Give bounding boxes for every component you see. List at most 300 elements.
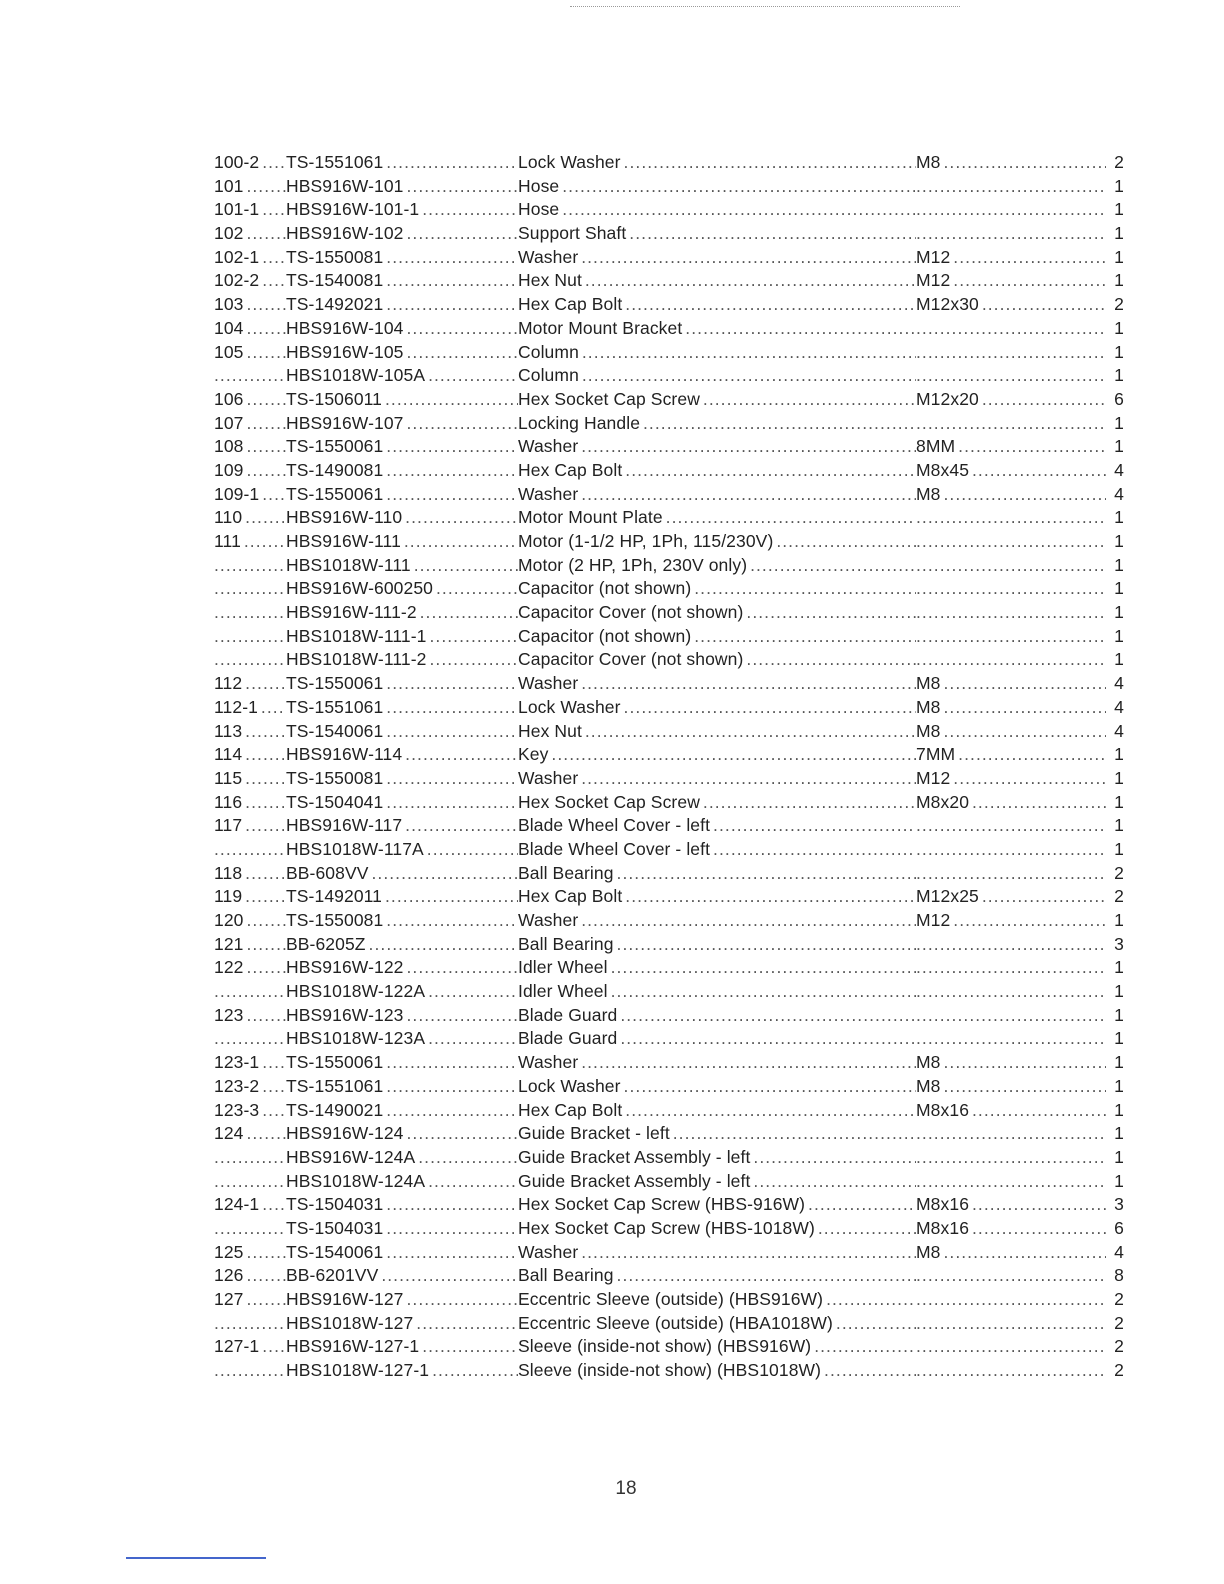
part-size: M8 . . . (916, 1076, 1106, 1097)
parts-row (214, 199, 1124, 223)
part-number: HBS916W-105 . . . (286, 342, 518, 363)
part-size (916, 957, 1106, 978)
part-quantity: 1 (1114, 1004, 1124, 1025)
ref-number: 112 . . . (214, 673, 286, 694)
parts-row (214, 1076, 1124, 1100)
parts-row (214, 1028, 1124, 1052)
part-quantity: 2 (1114, 1336, 1124, 1357)
part-description: Idler Wheel . . . (518, 957, 916, 978)
parts-row (214, 721, 1124, 745)
part-size (916, 863, 1106, 884)
part-quantity: 2 (1114, 886, 1124, 907)
part-size (916, 1123, 1106, 1144)
part-description: Blade Wheel Cover - left . . . (518, 839, 916, 860)
parts-row (214, 744, 1124, 768)
part-description: Lock Washer . . . (518, 697, 916, 718)
part-number: TS-1504031 . . . (286, 1194, 518, 1215)
ref-number: 127-1 . . . (214, 1336, 286, 1357)
part-quantity: 1 (1114, 602, 1124, 623)
part-size (916, 1147, 1106, 1168)
part-size (916, 176, 1106, 197)
part-size: M12 . . . (916, 768, 1106, 789)
part-size (916, 1171, 1106, 1192)
ref-number (214, 839, 286, 860)
part-description: Sleeve (inside-not show) (HBS916W) . . . (518, 1336, 916, 1357)
ref-number: 101 . . . (214, 176, 286, 197)
part-description: Ball Bearing . . . (518, 934, 916, 955)
part-size (916, 342, 1106, 363)
ref-number: 115 . . . (214, 768, 286, 789)
part-quantity: 2 (1114, 1289, 1124, 1309)
part-description: Motor (2 HP, 1Ph, 230V only) . . . (518, 555, 916, 576)
part-number: BB-6205Z . . . (286, 934, 518, 955)
part-size: M8 . . . (916, 1242, 1106, 1263)
part-description: Washer . . . (518, 436, 916, 457)
part-number: HBS916W-104 . . . (286, 318, 518, 339)
scan-artifact-line (570, 6, 960, 7)
part-size: M12x20 . . . (916, 389, 1106, 410)
part-quantity: 1 (1114, 1075, 1124, 1096)
part-quantity: 2 (1114, 152, 1124, 172)
part-quantity: 4 (1114, 459, 1124, 480)
part-number: HBS916W-111-2 . . . (286, 602, 518, 623)
parts-row (214, 1218, 1124, 1242)
part-number: HBS916W-107 . . . (286, 413, 518, 434)
ref-number (214, 1360, 286, 1381)
part-size (916, 199, 1106, 220)
part-description: Locking Handle . . . (518, 413, 916, 434)
part-size: 7MM . . . (916, 744, 1106, 765)
parts-row (214, 1123, 1124, 1147)
part-size (916, 815, 1106, 836)
ref-number: 107 . . . (214, 413, 286, 434)
part-size (916, 413, 1106, 434)
parts-row (214, 1360, 1124, 1384)
part-description: Capacitor (not shown) . . . (518, 578, 916, 599)
parts-row (214, 957, 1124, 981)
ref-number: 111 . . . (214, 531, 286, 552)
part-description: Hex Cap Bolt . . . (518, 1100, 916, 1121)
part-number: TS-1550081 . . . (286, 768, 518, 789)
parts-row (214, 1147, 1124, 1171)
parts-row (214, 602, 1124, 626)
part-quantity: 2 (1114, 1360, 1124, 1381)
ref-number (214, 1028, 286, 1049)
part-description: Guide Bracket Assembly - left . . . (518, 1147, 916, 1168)
part-quantity: 1 (1114, 815, 1124, 836)
ref-number: 123 . . . (214, 1005, 286, 1026)
part-description: Idler Wheel . . . (518, 981, 916, 1002)
page-number: 18 (615, 1478, 637, 1499)
part-size (916, 981, 1106, 1002)
parts-row (214, 1005, 1124, 1029)
parts-row (214, 1194, 1124, 1218)
parts-row (214, 768, 1124, 792)
part-description: Washer . . . (518, 247, 916, 268)
part-description: Washer . . . (518, 1242, 916, 1263)
part-number: TS-1540081 . . . (286, 270, 518, 291)
parts-row (214, 270, 1124, 294)
ref-number: 126 . . . (214, 1265, 286, 1286)
part-size (916, 578, 1106, 599)
part-size: M8 . . . (916, 673, 1106, 694)
part-quantity: 4 (1114, 1241, 1124, 1262)
part-number: TS-1504041 . . . (286, 792, 518, 813)
part-number: TS-1492021 . . . (286, 294, 518, 315)
ref-number: 105 . . . (214, 342, 286, 363)
ref-number: 109-1 . . . (214, 484, 286, 505)
ref-number: 102 . . . (214, 223, 286, 244)
part-number: HBS1018W-123A . . . (286, 1028, 518, 1049)
ref-number: 124-1 . . . (214, 1194, 286, 1215)
part-number: HBS916W-110 . . . (286, 507, 518, 528)
ref-number: 100-2 . . . (214, 152, 286, 173)
part-description: Hex Cap Bolt . . . (518, 886, 916, 907)
part-number: HBS916W-127 . . . (286, 1289, 518, 1310)
part-number: TS-1550061 . . . (286, 484, 518, 505)
ref-number: 108 . . . (214, 436, 286, 457)
part-quantity: 1 (1114, 1123, 1124, 1144)
ref-number: 119 . . . (214, 886, 286, 907)
parts-row (214, 365, 1124, 389)
ref-number (214, 1147, 286, 1168)
part-number: TS-1550061 . . . (286, 436, 518, 457)
part-size (916, 1028, 1106, 1049)
part-description: Sleeve (inside-not show) (HBS1018W) . . . (518, 1360, 916, 1381)
ref-number (214, 649, 286, 670)
part-description: Motor (1-1/2 HP, 1Ph, 115/230V) . . . (518, 531, 916, 552)
part-number: HBS1018W-111 . . . (286, 555, 518, 576)
part-number: HBS916W-101-1 . . . (286, 199, 518, 220)
parts-row (214, 839, 1124, 863)
part-quantity: 1 (1114, 767, 1124, 788)
part-number: TS-1506011 . . . (286, 389, 518, 410)
part-description: Blade Guard . . . (518, 1028, 916, 1049)
part-size: M12x30 . . . (916, 294, 1106, 315)
part-number: HBS1018W-105A . . . (286, 365, 518, 386)
part-size: M8 . . . (916, 1052, 1106, 1073)
part-size (916, 649, 1106, 670)
part-number: HBS916W-600250 . . . (286, 578, 518, 599)
part-number: TS-1550081 . . . (286, 910, 518, 931)
part-quantity: 1 (1114, 910, 1124, 930)
part-description: Motor Mount Bracket . . . (518, 318, 916, 339)
part-size (916, 1265, 1106, 1286)
part-number: HBS916W-111 . . . (286, 531, 518, 552)
parts-row (214, 934, 1124, 958)
part-size: M12 . . . (916, 247, 1106, 268)
ref-number: 103 . . . (214, 294, 286, 315)
part-number: TS-1540061 . . . (286, 1242, 518, 1263)
ref-number: 123-2 . . . (214, 1076, 286, 1097)
part-description: Guide Bracket - left . . . (518, 1123, 916, 1144)
part-description: Capacitor (not shown) . . . (518, 626, 916, 647)
part-size: 8MM . . . (916, 436, 1106, 457)
parts-row (214, 1171, 1124, 1195)
ref-number: 122 . . . (214, 957, 286, 978)
ref-number (214, 981, 286, 1002)
part-quantity: 1 (1114, 1146, 1124, 1167)
part-size (916, 365, 1106, 386)
ref-number (214, 365, 286, 386)
part-number: HBS1018W-124A . . . (286, 1171, 518, 1192)
parts-row (214, 484, 1124, 508)
ref-number: 118 . . . (214, 863, 286, 884)
part-size (916, 555, 1106, 576)
part-number: TS-1492011 . . . (286, 886, 518, 907)
part-description: Hex Socket Cap Screw (HBS-916W) . . . (518, 1194, 916, 1215)
part-quantity: 1 (1114, 981, 1124, 1002)
part-description: Motor Mount Plate . . . (518, 507, 916, 528)
part-description: Capacitor Cover (not shown) . . . (518, 602, 916, 623)
parts-list (214, 152, 1124, 1384)
parts-row (214, 294, 1124, 318)
part-number: HBS916W-122 . . . (286, 957, 518, 978)
parts-row (214, 223, 1124, 247)
parts-row (214, 1289, 1124, 1313)
parts-row (214, 1100, 1124, 1124)
parts-row (214, 318, 1124, 342)
parts-row (214, 1242, 1124, 1266)
parts-row (214, 578, 1124, 602)
part-description: Hex Cap Bolt . . . (518, 460, 916, 481)
ref-number: 127 . . . (214, 1289, 286, 1310)
part-size (916, 839, 1106, 860)
part-number: TS-1490021 . . . (286, 1100, 518, 1121)
parts-row (214, 413, 1124, 437)
part-size: M12x25 . . . (916, 886, 1106, 907)
part-size (916, 318, 1106, 339)
part-size: M8x20 . . . (916, 792, 1106, 813)
parts-row (214, 152, 1124, 176)
part-quantity: 1 (1114, 365, 1124, 386)
ref-number: 125 . . . (214, 1242, 286, 1263)
part-quantity: 1 (1114, 270, 1124, 291)
part-description: Blade Guard . . . (518, 1005, 916, 1026)
ref-number: 121 . . . (214, 934, 286, 955)
ref-number (214, 626, 286, 647)
ref-number: 109 . . . (214, 460, 286, 481)
part-quantity: 4 (1114, 483, 1124, 504)
part-quantity: 1 (1114, 838, 1124, 859)
part-number: TS-1550081 . . . (286, 247, 518, 268)
part-quantity: 1 (1114, 1170, 1124, 1191)
part-quantity: 1 (1114, 436, 1124, 457)
part-quantity: 1 (1114, 175, 1124, 196)
ref-number: 102-1 . . . (214, 247, 286, 268)
part-number: HBS916W-117 . . . (286, 815, 518, 836)
ref-number: 102-2 . . . (214, 270, 286, 291)
parts-row (214, 815, 1124, 839)
part-quantity: 1 (1114, 554, 1124, 575)
part-description: Ball Bearing . . . (518, 863, 916, 884)
parts-row (214, 886, 1124, 910)
part-size: M8 . . . (916, 152, 1106, 173)
part-number: BB-6201VV . . . (286, 1265, 518, 1286)
part-number: HBS1018W-127-1 . . . (286, 1360, 518, 1381)
part-number: TS-1550061 . . . (286, 673, 518, 694)
part-number: HBS916W-114 . . . (286, 744, 518, 765)
ref-number: 120 . . . (214, 910, 286, 931)
parts-row (214, 673, 1124, 697)
parts-row (214, 626, 1124, 650)
part-size: M8x16 . . . (916, 1218, 1106, 1239)
parts-row (214, 649, 1124, 673)
part-quantity: 2 (1114, 862, 1124, 883)
part-number: HBS916W-127-1 . . . (286, 1336, 518, 1357)
part-number: TS-1540061 . . . (286, 721, 518, 742)
ref-number (214, 1218, 286, 1239)
part-number: TS-1551061 . . . (286, 697, 518, 718)
part-quantity: 1 (1114, 791, 1124, 812)
part-number: HBS1018W-127 . . . (286, 1313, 518, 1334)
part-quantity: 1 (1114, 317, 1124, 338)
parts-row (214, 389, 1124, 413)
part-description: Column . . . (518, 342, 916, 363)
part-number: HBS1018W-111-2 . . . (286, 649, 518, 670)
part-quantity: 1 (1114, 412, 1124, 433)
part-number: HBS1018W-122A . . . (286, 981, 518, 1002)
part-quantity: 2 (1114, 1312, 1124, 1333)
ref-number: 113 . . . (214, 721, 286, 742)
part-size: M8x16 . . . (916, 1194, 1106, 1215)
part-description: Washer . . . (518, 1052, 916, 1073)
parts-row (214, 863, 1124, 887)
part-quantity: 1 (1114, 744, 1124, 765)
parts-row (214, 342, 1124, 366)
part-number: TS-1551061 . . . (286, 152, 518, 173)
part-number: TS-1490081 . . . (286, 460, 518, 481)
part-size: M8 . . . (916, 697, 1106, 718)
ref-number: 112-1 . . . (214, 697, 286, 718)
part-number: HBS916W-124 . . . (286, 1123, 518, 1144)
part-quantity: 1 (1114, 199, 1124, 220)
part-size: M12 . . . (916, 910, 1106, 931)
part-quantity: 6 (1114, 1217, 1124, 1238)
part-quantity: 1 (1114, 625, 1124, 646)
parts-row (214, 1052, 1124, 1076)
part-size (916, 1005, 1106, 1026)
part-number: HBS916W-123 . . . (286, 1005, 518, 1026)
part-number: HBS916W-101 . . . (286, 176, 518, 197)
part-description: Hex Nut . . . (518, 270, 916, 291)
part-description: Guide Bracket Assembly - left . . . (518, 1171, 916, 1192)
part-quantity: 6 (1114, 388, 1124, 409)
ref-number: 104 . . . (214, 318, 286, 339)
part-quantity: 3 (1114, 1194, 1124, 1215)
part-quantity: 1 (1114, 1028, 1124, 1049)
parts-row (214, 247, 1124, 271)
part-quantity: 8 (1114, 1265, 1124, 1286)
part-description: Column . . . (518, 365, 916, 386)
part-quantity: 1 (1114, 957, 1124, 978)
part-description: Hex Socket Cap Screw . . . (518, 792, 916, 813)
part-quantity: 4 (1114, 696, 1124, 717)
part-quantity: 1 (1114, 246, 1124, 267)
part-description: Washer . . . (518, 484, 916, 505)
part-quantity: 3 (1114, 933, 1124, 954)
part-size: M12 . . . (916, 270, 1106, 291)
part-size (916, 626, 1106, 647)
parts-row (214, 981, 1124, 1005)
scan-artifact-underline (126, 1557, 266, 1559)
part-quantity: 4 (1114, 720, 1124, 741)
part-quantity: 1 (1114, 649, 1124, 670)
parts-row (214, 176, 1124, 200)
part-quantity: 1 (1114, 578, 1124, 599)
part-description: Hex Socket Cap Screw . . . (518, 389, 916, 410)
part-size (916, 507, 1106, 528)
part-description: Hex Nut . . . (518, 721, 916, 742)
part-description: Ball Bearing . . . (518, 1265, 916, 1286)
ref-number: 117 . . . (214, 815, 286, 836)
part-quantity: 1 (1114, 1099, 1124, 1120)
ref-number: 124 . . . (214, 1123, 286, 1144)
part-number: HBS916W-102 . . . (286, 223, 518, 244)
part-quantity: 1 (1114, 531, 1124, 551)
ref-number: 101-1 . . . (214, 199, 286, 220)
parts-row (214, 436, 1124, 460)
ref-number (214, 578, 286, 599)
parts-row (214, 1265, 1124, 1289)
part-description: Hex Socket Cap Screw (HBS-1018W) . . . (518, 1218, 916, 1239)
part-number: TS-1504031 . . . (286, 1218, 518, 1239)
ref-number: 106 . . . (214, 389, 286, 410)
part-size: M8x45 . . . (916, 460, 1106, 481)
part-number: HBS916W-124A . . . (286, 1147, 518, 1168)
part-size (916, 1289, 1106, 1310)
part-size (916, 934, 1106, 955)
ref-number: 116 . . . (214, 792, 286, 813)
part-description: Washer . . . (518, 910, 916, 931)
part-description: Lock Washer . . . (518, 152, 916, 173)
part-size: M8 . . . (916, 484, 1106, 505)
part-quantity: 2 (1114, 294, 1124, 315)
part-description: Washer . . . (518, 673, 916, 694)
part-size (916, 1336, 1106, 1357)
part-description: Capacitor Cover (not shown) . . . (518, 649, 916, 670)
parts-row (214, 697, 1124, 721)
part-size: M8 . . . (916, 721, 1106, 742)
ref-number (214, 555, 286, 576)
parts-row (214, 460, 1124, 484)
part-number: HBS1018W-111-1 . . . (286, 626, 518, 647)
ref-number (214, 1171, 286, 1192)
part-size (916, 1360, 1106, 1381)
part-quantity: 1 (1114, 341, 1124, 362)
part-description: Support Shaft . . . (518, 223, 916, 244)
part-description: Eccentric Sleeve (outside) (HBS916W) . . . (518, 1289, 916, 1310)
part-size: M8x16 . . . (916, 1100, 1106, 1121)
part-size (916, 1313, 1106, 1334)
ref-number (214, 602, 286, 623)
part-quantity: 1 (1114, 507, 1124, 528)
parts-row (214, 1313, 1124, 1337)
ref-number: 123-3 . . . (214, 1100, 286, 1121)
part-description: Eccentric Sleeve (outside) (HBA1018W) . . . (518, 1313, 916, 1334)
part-description: Hose . . . (518, 176, 916, 197)
part-size (916, 531, 1106, 552)
parts-row (214, 555, 1124, 579)
part-number: TS-1551061 . . . (286, 1076, 518, 1097)
ref-number: 110 . . . (214, 507, 286, 528)
part-number: HBS1018W-117A . . . (286, 839, 518, 860)
parts-row (214, 910, 1124, 934)
part-quantity: 1 (1114, 223, 1124, 244)
part-description: Hex Cap Bolt . . . (518, 294, 916, 315)
part-number: BB-608VV . . . (286, 863, 518, 884)
part-quantity: 1 (1114, 1052, 1124, 1073)
